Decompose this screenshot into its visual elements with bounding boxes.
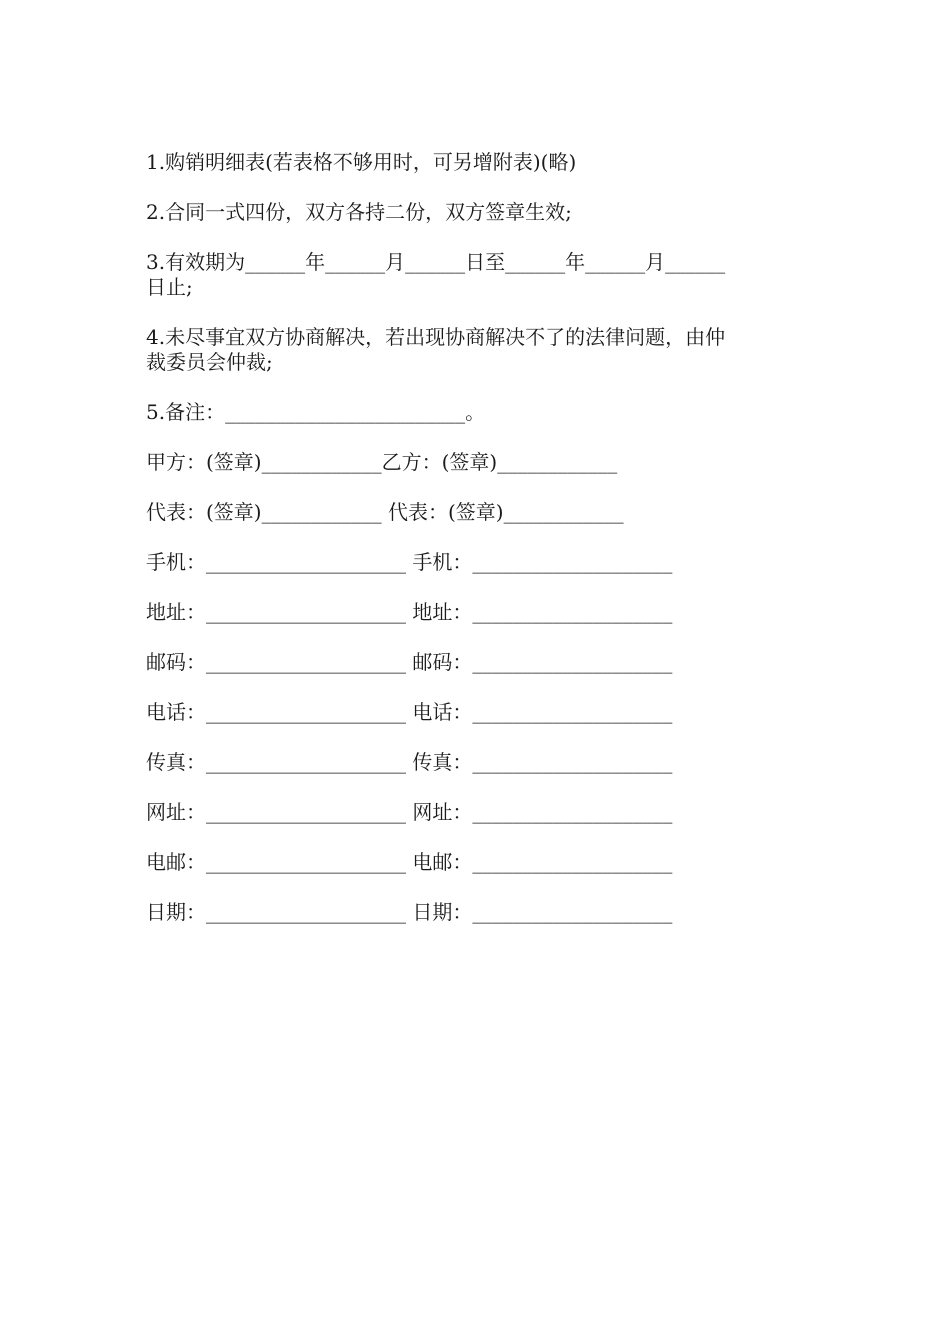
clause-3-line-1: 3.有效期为______年______月______日至______年______月______ [146, 250, 726, 274]
representative-signature-line: 代表：(签章)____________ 代表：(签章)____________ [146, 500, 624, 524]
clause-5-remarks: 5.备注：________________________。 [146, 400, 486, 424]
clause-4-line-2: 裁委员会仲裁; [146, 350, 273, 374]
field-fax: 传真：____________________ 传真：____________________ [146, 750, 673, 774]
clause-1: 1.购销明细表(若表格不够用时，可另增附表)(略) [146, 150, 577, 174]
field-address: 地址：____________________ 地址：____________________ [146, 600, 673, 624]
field-email: 电邮：____________________ 电邮：____________________ [146, 850, 673, 874]
clause-4-line-1: 4.未尽事宜双方协商解决，若出现协商解决不了的法律问题，由仲 [146, 325, 726, 349]
field-date: 日期：____________________ 日期：____________________ [146, 900, 673, 924]
field-phone: 电话：____________________ 电话：____________________ [146, 700, 673, 724]
clause-2: 2.合同一式四份，双方各持二份，双方签章生效; [146, 200, 572, 224]
clause-3-line-2: 日止; [146, 275, 193, 299]
field-website: 网址：____________________ 网址：____________________ [146, 800, 673, 824]
field-mobile: 手机：____________________ 手机：____________________ [146, 550, 673, 574]
field-postcode: 邮码：____________________ 邮码：____________________ [146, 650, 673, 674]
party-signature-line: 甲方：(签章)____________乙方：(签章)____________ [146, 450, 618, 474]
